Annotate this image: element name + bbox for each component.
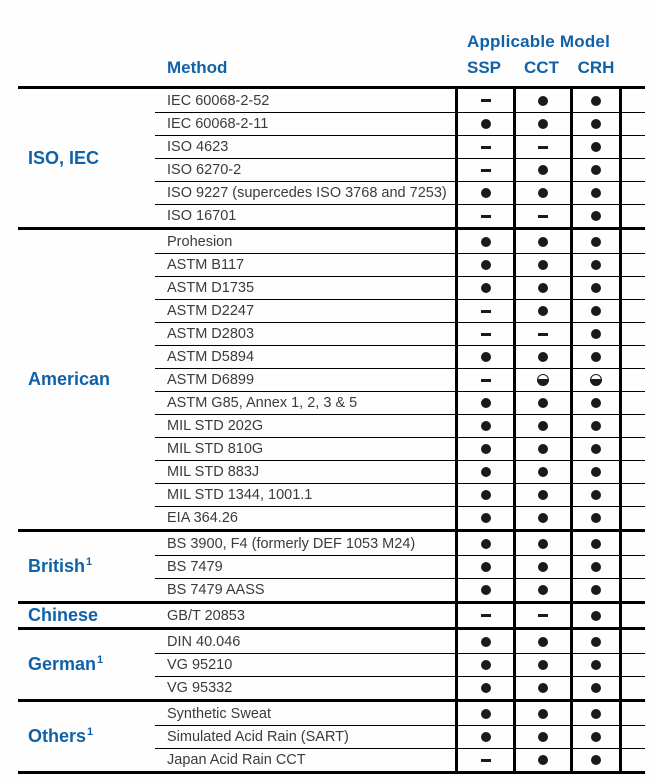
footnote-marker: 1 <box>86 556 93 568</box>
crh-cell <box>570 414 622 437</box>
dot-icon <box>538 562 548 572</box>
dot-icon <box>538 119 548 129</box>
ssp-cell <box>455 506 513 529</box>
dot-icon <box>481 352 491 362</box>
dash-icon <box>481 146 491 149</box>
cct-cell <box>513 460 570 483</box>
dot-icon <box>538 683 548 693</box>
dash-icon <box>481 99 491 102</box>
cct-cell <box>513 676 570 699</box>
ssp-cell <box>455 414 513 437</box>
ssp-cell <box>455 555 513 578</box>
applicable-model-table <box>18 24 645 774</box>
dot-icon <box>538 709 548 719</box>
cct-cell <box>513 322 570 345</box>
ssp-cell <box>455 725 513 748</box>
method-cell: MIL STD 1344, 1001.1 <box>155 483 455 506</box>
method-cell: Synthetic Sweat <box>167 705 271 722</box>
dot-icon <box>538 306 548 316</box>
row-rule-extension <box>622 630 645 653</box>
row-rule-extension <box>622 532 645 555</box>
ssp-cell <box>455 135 513 158</box>
dot-icon <box>538 237 548 247</box>
ssp-cell <box>455 89 513 112</box>
dot-icon <box>538 260 548 270</box>
dot-icon <box>481 709 491 719</box>
dot-icon <box>481 660 491 670</box>
dot-icon <box>538 513 548 523</box>
row-rule-extension <box>622 89 645 112</box>
crh-cell <box>570 483 622 506</box>
row-rule-extension <box>622 555 645 578</box>
method-cell: MIL STD 883J <box>155 460 455 483</box>
dash-icon <box>481 379 491 382</box>
crh-cell <box>570 322 622 345</box>
ssp-cell <box>455 204 513 227</box>
dash-icon <box>481 169 491 172</box>
crh-cell <box>570 653 622 676</box>
dot-icon <box>538 165 548 175</box>
cct-cell <box>513 748 570 771</box>
cct-cell <box>513 230 570 253</box>
dot-icon <box>538 585 548 595</box>
crh-cell <box>570 555 622 578</box>
ssp-cell <box>455 368 513 391</box>
dot-icon <box>481 421 491 431</box>
method-cell: BS 7479 <box>155 555 455 578</box>
ssp-cell <box>455 653 513 676</box>
dot-icon <box>538 352 548 362</box>
dash-icon <box>481 759 491 762</box>
crh-cell <box>570 578 622 601</box>
cct-cell <box>513 204 570 227</box>
row-rule-extension <box>622 578 645 601</box>
method-cell: MIL STD 202G <box>155 414 455 437</box>
crh-cell <box>570 181 622 204</box>
cct-cell <box>513 725 570 748</box>
cct-cell <box>513 89 570 112</box>
cct-cell <box>513 604 570 627</box>
crh-cell <box>570 748 622 771</box>
ssp-cell <box>455 181 513 204</box>
ssp-cell <box>455 230 513 253</box>
cct-cell <box>513 437 570 460</box>
group-label <box>18 532 155 601</box>
dot-icon <box>591 260 601 270</box>
dot-icon <box>481 237 491 247</box>
row-rule-extension <box>622 725 645 748</box>
method-cell: EIA 364.26 <box>155 506 455 529</box>
dot-icon <box>481 513 491 523</box>
method-cell: ISO 6270-2 <box>155 158 455 181</box>
group-label-text: British <box>28 556 86 576</box>
row-rule-extension <box>622 368 645 391</box>
crh-cell <box>570 702 622 725</box>
column-header-cct: CCT <box>524 58 559 77</box>
table-group <box>18 86 645 227</box>
group-label <box>18 702 155 771</box>
crh-cell <box>570 725 622 748</box>
method-cell: ASTM D1735 <box>155 276 455 299</box>
group-label <box>18 604 155 627</box>
dot-icon <box>538 188 548 198</box>
cct-cell <box>513 630 570 653</box>
applicable-model-header: Applicable Model <box>467 32 610 51</box>
method-cell: ASTM D6899 <box>155 368 455 391</box>
cct-cell <box>513 391 570 414</box>
half-dot-icon <box>590 374 602 386</box>
dot-icon <box>591 637 601 647</box>
ssp-cell <box>455 483 513 506</box>
group-label <box>18 89 155 227</box>
cct-cell <box>513 368 570 391</box>
cct-cell <box>513 653 570 676</box>
method-cell: ASTM B117 <box>155 253 455 276</box>
crh-cell <box>570 532 622 555</box>
ssp-cell <box>455 391 513 414</box>
dot-icon <box>481 260 491 270</box>
group-label-text: ISO, IEC <box>28 147 100 168</box>
method-cell: ISO 16701 <box>155 204 455 227</box>
row-rule-extension <box>622 506 645 529</box>
ssp-cell <box>455 630 513 653</box>
cct-cell <box>513 702 570 725</box>
method-cell: IEC 60068-2-52 <box>167 92 270 109</box>
dot-icon <box>591 444 601 454</box>
method-cell: ASTM D2247 <box>155 299 455 322</box>
row-rule-extension <box>622 345 645 368</box>
dot-icon <box>481 398 491 408</box>
cct-cell <box>513 345 570 368</box>
dot-icon <box>591 329 601 339</box>
crh-cell <box>570 253 622 276</box>
method-cell: MIL STD 810G <box>155 437 455 460</box>
cct-cell <box>513 578 570 601</box>
ssp-cell <box>455 299 513 322</box>
ssp-cell <box>455 702 513 725</box>
method-cell: ASTM D5894 <box>155 345 455 368</box>
dash-icon <box>481 614 491 617</box>
crh-cell <box>570 391 622 414</box>
dot-icon <box>538 467 548 477</box>
method-cell: BS 3900, F4 (formerly DEF 1053 M24) <box>167 535 416 552</box>
ssp-cell <box>455 748 513 771</box>
dash-icon <box>538 333 548 336</box>
row-rule-extension <box>622 181 645 204</box>
ssp-cell <box>455 253 513 276</box>
crh-cell <box>570 345 622 368</box>
dot-icon <box>591 539 601 549</box>
dot-icon <box>538 398 548 408</box>
ssp-cell <box>455 532 513 555</box>
dot-icon <box>591 306 601 316</box>
cct-cell <box>513 483 570 506</box>
dot-icon <box>481 683 491 693</box>
ssp-cell <box>455 578 513 601</box>
cct-cell <box>513 414 570 437</box>
dot-icon <box>481 732 491 742</box>
table-group <box>18 627 645 699</box>
row-rule-extension <box>622 391 645 414</box>
row-rule-extension <box>622 230 645 253</box>
dash-icon <box>538 614 548 617</box>
half-dot-icon <box>537 374 549 386</box>
footnote-marker: 1 <box>87 726 94 738</box>
dot-icon <box>538 637 548 647</box>
crh-cell <box>570 89 622 112</box>
dot-icon <box>591 211 601 221</box>
table-group <box>18 601 645 627</box>
crh-cell <box>570 368 622 391</box>
dot-icon <box>591 490 601 500</box>
dot-icon <box>591 188 601 198</box>
method-cell: DIN 40.046 <box>167 633 241 650</box>
dot-icon <box>591 165 601 175</box>
dot-icon <box>481 585 491 595</box>
dash-icon <box>538 215 548 218</box>
table-group <box>18 529 645 601</box>
cct-cell <box>513 555 570 578</box>
ssp-cell <box>455 676 513 699</box>
cct-cell <box>513 135 570 158</box>
dot-icon <box>481 637 491 647</box>
dot-icon <box>591 119 601 129</box>
dot-icon <box>538 539 548 549</box>
dot-icon <box>538 490 548 500</box>
dot-icon <box>481 283 491 293</box>
method-cell: BS 7479 AASS <box>155 578 455 601</box>
crh-cell <box>570 135 622 158</box>
method-cell: Simulated Acid Rain (SART) <box>155 725 455 748</box>
dot-icon <box>591 611 601 621</box>
group-label-text: Chinese <box>28 605 99 625</box>
ssp-cell <box>455 604 513 627</box>
ssp-cell <box>455 276 513 299</box>
dot-icon <box>481 444 491 454</box>
dot-icon <box>591 709 601 719</box>
dot-icon <box>538 421 548 431</box>
dot-icon <box>481 539 491 549</box>
row-rule-extension <box>622 112 645 135</box>
cct-cell <box>513 299 570 322</box>
dot-icon <box>591 513 601 523</box>
dot-icon <box>591 660 601 670</box>
ssp-cell <box>455 322 513 345</box>
ssp-cell <box>455 158 513 181</box>
cct-cell <box>513 112 570 135</box>
group-label <box>18 630 155 699</box>
dot-icon <box>538 96 548 106</box>
dot-icon <box>481 562 491 572</box>
row-rule-extension <box>622 158 645 181</box>
crh-cell <box>570 230 622 253</box>
crh-cell <box>570 158 622 181</box>
cct-cell <box>513 158 570 181</box>
dash-icon <box>481 333 491 336</box>
cct-cell <box>513 506 570 529</box>
group-label <box>18 230 155 529</box>
cct-cell <box>513 253 570 276</box>
method-column-header: Method <box>167 58 228 77</box>
crh-cell <box>570 506 622 529</box>
row-rule-extension <box>622 748 645 771</box>
method-cell: VG 95332 <box>155 676 455 699</box>
method-cell: Japan Acid Rain CCT <box>155 748 455 771</box>
row-rule-extension <box>622 414 645 437</box>
row-rule-extension <box>622 253 645 276</box>
dot-icon <box>481 490 491 500</box>
crh-cell <box>570 630 622 653</box>
crh-cell <box>570 676 622 699</box>
dot-icon <box>591 421 601 431</box>
dot-icon <box>591 142 601 152</box>
dot-icon <box>591 283 601 293</box>
dot-icon <box>591 96 601 106</box>
ssp-cell <box>455 345 513 368</box>
cct-cell <box>513 276 570 299</box>
dot-icon <box>481 188 491 198</box>
row-rule-extension <box>622 460 645 483</box>
method-cell: IEC 60068-2-11 <box>155 112 455 135</box>
ssp-cell <box>455 112 513 135</box>
table-body <box>18 86 645 774</box>
row-rule-extension <box>622 604 645 627</box>
method-cell: ASTM D2803 <box>155 322 455 345</box>
cct-cell <box>513 532 570 555</box>
table-group <box>18 227 645 529</box>
row-rule-extension <box>622 299 645 322</box>
dot-icon <box>591 732 601 742</box>
method-cell: GB/T 20853 <box>167 607 245 624</box>
crh-cell <box>570 437 622 460</box>
cct-cell <box>513 181 570 204</box>
dot-icon <box>591 237 601 247</box>
table-group <box>18 699 645 774</box>
dot-icon <box>591 398 601 408</box>
method-cell: VG 95210 <box>155 653 455 676</box>
dot-icon <box>591 562 601 572</box>
footnote-marker: 1 <box>97 654 104 666</box>
column-header-ssp: SSP <box>466 58 502 77</box>
table-header <box>18 24 645 86</box>
row-rule-extension <box>622 653 645 676</box>
group-label-text: American <box>28 369 111 389</box>
dash-icon <box>481 310 491 313</box>
ssp-cell <box>455 437 513 460</box>
method-cell: ASTM G85, Annex 1, 2, 3 & 5 <box>155 391 455 414</box>
dot-icon <box>538 732 548 742</box>
method-cell: Prohesion <box>167 233 233 250</box>
dot-icon <box>591 352 601 362</box>
group-label-text: German <box>28 654 97 674</box>
dot-icon <box>591 467 601 477</box>
crh-cell <box>570 276 622 299</box>
crh-cell <box>570 299 622 322</box>
row-rule-extension <box>622 437 645 460</box>
row-rule-extension <box>622 676 645 699</box>
crh-cell <box>570 460 622 483</box>
dot-icon <box>538 755 548 765</box>
dot-icon <box>538 444 548 454</box>
row-rule-extension <box>622 483 645 506</box>
method-cell: ISO 9227 (supercedes ISO 3768 and 7253) <box>155 181 455 204</box>
crh-cell <box>570 112 622 135</box>
row-rule-extension <box>622 276 645 299</box>
dot-icon <box>591 683 601 693</box>
row-rule-extension <box>622 322 645 345</box>
row-rule-extension <box>622 135 645 158</box>
dash-icon <box>481 215 491 218</box>
dot-icon <box>591 755 601 765</box>
dot-icon <box>538 660 548 670</box>
dot-icon <box>538 283 548 293</box>
dot-icon <box>481 119 491 129</box>
row-rule-extension <box>622 204 645 227</box>
group-label-text: Others <box>28 726 87 746</box>
dot-icon <box>481 467 491 477</box>
column-header-crh: CRH <box>577 58 615 77</box>
crh-cell <box>570 604 622 627</box>
dash-icon <box>538 146 548 149</box>
method-cell: ISO 4623 <box>155 135 455 158</box>
ssp-cell <box>455 460 513 483</box>
row-rule-extension <box>622 702 645 725</box>
crh-cell <box>570 204 622 227</box>
dot-icon <box>591 585 601 595</box>
